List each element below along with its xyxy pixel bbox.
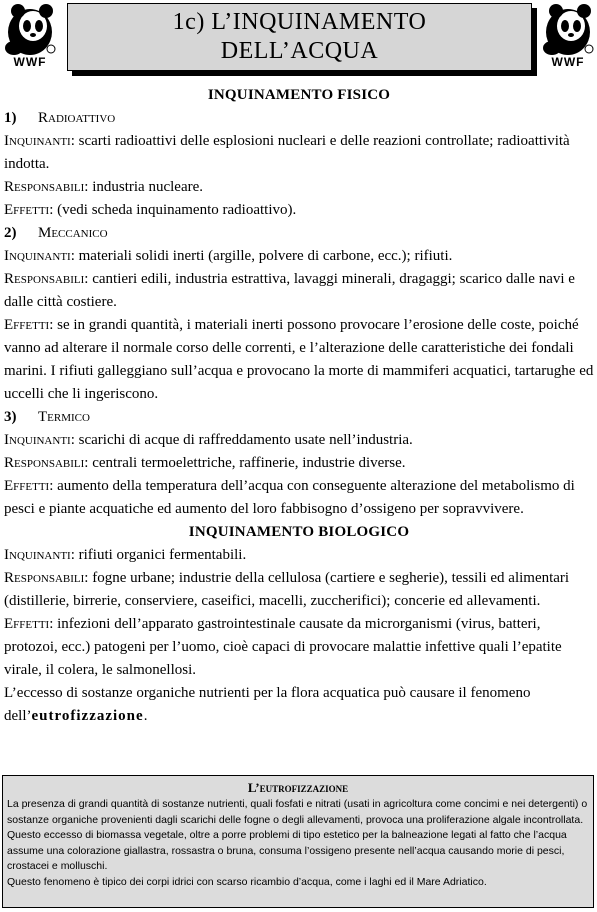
- inquinanti-text: scarichi di acque di raffreddamento usate nell’industria.: [74, 432, 413, 448]
- panda-icon: [2, 2, 58, 56]
- inquinanti-text: rifiuti organici fermentabili.: [74, 547, 247, 563]
- page-title: [67, 3, 532, 71]
- effetti-text: se in grandi quantità, i materiali inerti possono provocare l’erosione delle coste, poiché vanno ad alterare il normale corso delle correnti, e l’alterazione delle caratteristiche dei fondali marini. I rifiuti galleggiano sull’acqua e provocano la morte di mammiferi acquatici, tartarughe ed uccelli che li ingeriscono.: [4, 317, 594, 402]
- box-title: L’eutrofizzazione: [247, 780, 349, 795]
- responsabili-text: fogne urbane; industrie della cellulosa (cartiere e segherie), tessili ed alimentari (distillerie, birrerie, conserviere, caseifici, macelli, zuccherifici); concerie ed allevamenti.: [4, 570, 570, 609]
- effetti-text: (vedi scheda inquinamento radioattivo).: [53, 202, 297, 218]
- inquinanti-label: Inquinanti:: [4, 547, 75, 563]
- effetti-text: infezioni dell’apparato gastrointestinale causate da microrganismi (virus, batteri, protozoi, ecc.) patogeni per l’uomo, cioè capaci di provocare malattie infettive quali l’epatite virale, il colera, le salmonellosi.: [4, 616, 562, 678]
- inquinanti-line: [4, 544, 594, 567]
- title-line-1: 1c) L’INQUINAMENTO: [172, 9, 427, 35]
- inquinanti-line: [4, 245, 594, 268]
- responsabili-line: [4, 567, 594, 613]
- effetti-label: Effetti:: [4, 616, 54, 632]
- responsabili-text: cantieri edili, industria estrattiva, lavaggi minerali, dragaggi; scarico dalle navi e dalle città costiere.: [4, 271, 575, 310]
- closing-end: .: [143, 708, 148, 724]
- wwf-logo-left: [2, 2, 58, 76]
- subsection-heading: [4, 107, 594, 130]
- effetti-label: Effetti:: [4, 317, 54, 333]
- inquinanti-line: [4, 429, 594, 452]
- box-paragraph-1: La presenza di grandi quantità di sostanze nutrienti, quali fosfati e nitrati (usati in agricoltura come concimi e nei detergenti) o sostanze organiche provenienti dagli scarichi delle fogne o degli allevamenti, provoca una proliferazione algale incontrollata. Questo eccesso di biomassa vegetale, oltre a porre problemi di tipo estetico per la balneazione legati al fatto che l’acqua assume una colorazione giallastra, rossastra o bruna, consuma l’ossigeno presente nell’acqua causando morie di pesci, crostacei e molluschi.: [7, 798, 588, 873]
- box-paragraph-2: Questo fenomeno è tipico dei corpi idrici con scarso ricambio d’acqua, come i laghi ed il Mare Adriatico.: [7, 875, 487, 888]
- subsection-number: 3): [4, 409, 17, 425]
- effetti-text: aumento della temperatura dell’acqua con conseguente alterazione del metabolismo di pesci e piante acquatiche ed aumento del loro fabbisogno d’ossigeno per sopravvivere.: [4, 478, 575, 517]
- effetti-line: [4, 475, 594, 521]
- inquinanti-text: scarti radioattivi delle esplosioni nucleari e delle reazioni controllate; radioattività indotta.: [4, 133, 570, 172]
- subsection-heading: [4, 222, 594, 245]
- responsabili-label: Responsabili:: [4, 570, 89, 586]
- effetti-line: [4, 199, 594, 222]
- title-line-2: DELL’ACQUA: [220, 38, 379, 64]
- wwf-logo-text: WWF: [13, 55, 47, 69]
- wwf-logo-text: WWF: [551, 55, 585, 69]
- subsection-number: 1): [4, 110, 17, 126]
- responsabili-text: centrali termoelettriche, raffinerie, industrie diverse.: [88, 455, 406, 471]
- inquinanti-label: Inquinanti:: [4, 432, 75, 448]
- header: [0, 0, 597, 82]
- responsabili-label: Responsabili:: [4, 179, 89, 195]
- subsection-name: Termico: [38, 409, 90, 425]
- responsabili-line: [4, 268, 594, 314]
- subsection-meccanico: [4, 222, 594, 406]
- effetti-line: [4, 314, 594, 406]
- effetti-label: Effetti:: [4, 478, 54, 494]
- eutrofizzazione-term: eutrofizzazione: [31, 708, 144, 724]
- responsabili-label: Responsabili:: [4, 455, 89, 471]
- responsabili-line: [4, 176, 594, 199]
- main-content: [4, 84, 594, 728]
- panda-icon: [540, 2, 596, 56]
- section-title-fisico: INQUINAMENTO FISICO: [207, 87, 391, 103]
- inquinanti-text: materiali solidi inerti (argille, polvere di carbone, ecc.); rifiuti.: [74, 248, 453, 264]
- subsection-number: 2): [4, 225, 17, 241]
- subsection-name: Meccanico: [38, 225, 108, 241]
- inquinanti-label: Inquinanti:: [4, 133, 75, 149]
- subsection-biologico: [4, 544, 594, 728]
- section-title-biologico: INQUINAMENTO BIOLOGICO: [188, 524, 410, 540]
- eutrofizzazione-box: [2, 775, 594, 908]
- effetti-line: [4, 613, 594, 682]
- responsabili-label: Responsabili:: [4, 271, 89, 287]
- effetti-label: Effetti:: [4, 202, 54, 218]
- closing-text: L’eccesso di sostanze organiche nutrienti per la flora acquatica può causare il fenomeno dell’: [4, 685, 531, 724]
- subsection-termico: [4, 406, 594, 521]
- subsection-name: Radioattivo: [38, 110, 116, 126]
- wwf-logo-right: [540, 2, 596, 76]
- inquinanti-line: [4, 130, 594, 176]
- responsabili-text: industria nucleare.: [88, 179, 204, 195]
- inquinanti-label: Inquinanti:: [4, 248, 75, 264]
- subsection-heading: [4, 406, 594, 429]
- closing-paragraph: [4, 682, 594, 728]
- responsabili-line: [4, 452, 594, 475]
- subsection-radioattivo: [4, 107, 594, 222]
